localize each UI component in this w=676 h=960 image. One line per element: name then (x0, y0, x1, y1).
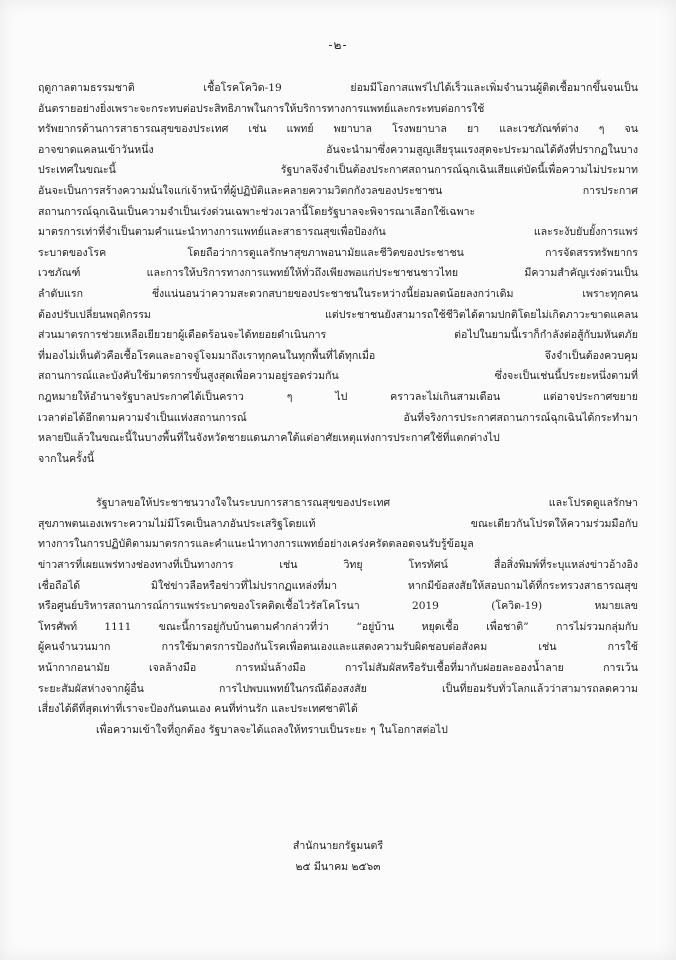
signature-date: ๒๕ มีนาคม ๒๕๖๓ (295, 861, 381, 873)
text-line: ฤดูกาลตามธรรมชาติ เชื้อโรคโควิด-19 ย่อมมีโอกาสแพร่ไปได้เร็วและเพิ่มจำนวนผู้ติดเชื้อมากขึ้นจนเป็น (38, 82, 638, 94)
text-line: อันจะเป็นการสร้างความมั่นใจแก่เจ้าหน้าที่ผู้ปฏิบัติและคลายความวิตกกังวลของประชาชน การประกาศ (38, 184, 638, 197)
text-line: รัฐบาลขอให้ประชาชนวางใจในระบบการสาธารณสุขของประเทศ และโปรดดูแลรักษา (96, 497, 638, 510)
text-line: เสี่ยงได้ดีที่สุดเท่าที่เราจะป้องกันตนเอง คนที่ท่านรัก และประเทศชาติได้ (38, 703, 358, 716)
text-line: เวลาต่อได้อีกตามความจำเป็นแห่งสถานการณ์ อันที่จริงการประกาศสถานการณ์ฉุกเฉินได้กระทำมา (38, 411, 638, 424)
document-body (38, 78, 638, 740)
text-line: มาตรการเท่าที่จำเป็นตามคำแนะนำทางการแพทย์และสาธารณสุขเพื่อป้องกัน และระงับยับยั้งการแพร่ (38, 226, 638, 239)
text-line: ทรัพยากรด้านการสาธารณสุขของประเทศ เช่น แพทย์ พยาบาล โรงพยาบาล ยา และเวชภัณฑ์ต่าง ๆ จน (38, 123, 638, 136)
text-line: ลำดับแรก ชึ่งแน่นอนว่าความสะดวกสบายของประชาชนในระหว่างนี้ย่อมลดน้อยลงกว่าเดิม เพราะทุกคน (38, 287, 638, 300)
paragraph-gap (38, 469, 638, 493)
text-line: โทรศัพท์ 1111 ขณะนี้การอยู่กับบ้านตามคำกล่าวที่ว่า “อยู่บ้าน หยุดเชื้อ เพื่อชาติ” การไม่รวมกลุ่มกับ (38, 620, 638, 633)
text-line: กฎหมายให้อำนาจรัฐบาลประกาศได้เป็นคราว ๆ ไป คราวละไม่เกินสามเดือน แต่อาจประกาศขยาย (38, 390, 638, 403)
text-line: สถานการณ์ฉุกเฉินเป็นความจำเป็นเร่งด่วนเฉพาะช่วงเวลานี้โดยรัฐบาลจะพิจารณาเลือกใช้เฉพาะ (38, 205, 476, 218)
text-line: ที่มองไม่เห็นตัวคือเชื้อโรคและอาจจู่โจมมาถึงเราทุกคนในทุกพื้นที่ได้ทุกเมื่อ จึงจำเป็นต้องควบคุม (38, 349, 638, 362)
text-line: หลายปีแล้วในขณะนี้ในบางพื้นที่ในจังหวัดชายแดนภาคใต้แต่อาศัยเหตุแห่งการประกาศใช้ที่แตกต่างไป (38, 432, 500, 445)
text-line: อันตรายอย่างยิ่งเพราะจะกระทบต่อประสิทธิภาพในการให้บริการทางการแพทย์และกระทบต่อการใช้ (38, 102, 485, 115)
text-line: หน้ากากอนามัย เจลล้างมือ การหมั่นล้างมือ การไม่สัมผัสหรือรับเชื้อที่มากับฝอยละอองน้ำลาย การเว้น (38, 662, 638, 675)
text-line: ทางการในการปฏิบัติตามมาตรการและคำแนะนำทางการแพทย์อย่างเคร่งครัดตลอดจนรับรู้ข้อมูล (38, 538, 474, 551)
text-line: สถานการณ์และบังคับใช้มาตรการขั้นสูงสุดเพื่อความอยู่รอดร่วมกัน ซึ่งจะเป็นเช่นนี้ประยะหนึ่งตามที่ (38, 370, 638, 383)
text-line: เชื่อถือได้ มิใช่ข่าวลือหรือข่าวที่ไม่ปรากฏแหล่งที่มา หากมีข้อสงสัยให้สอบถามได้ที่กระทรวงสาธารณสุข (38, 579, 638, 592)
text-line: สุขภาพตนเองเพราะความไม่มีโรคเป็นลาภอันประเสริฐโดยแท้ ขณะเดียวกันโปรดให้ความร่วมมือกับ (38, 517, 638, 530)
text-line: ต้องปรับเปลี่ยนพฤติกรรม แต่ประชาชนยังสามารถใช้ชีวิตได้ตามปกติโดยไม่เกิดภาวะขาดแคลน (38, 308, 638, 321)
text-line: อาจขาดแคลนเข้าวันหนึ่ง อันจะนำมาซึ่งความสูญเสียรุนแรงสุดจะประมาณได้ดังที่ปรากฏในบาง (38, 143, 638, 156)
signature-organization: สำนักนายกรัฐมนตรี (292, 840, 384, 852)
text-line: เพื่อความเข้าใจที่ถูกต้อง รัฐบาลจะได้แถลงให้ทราบเป็นระยะ ๆ ในโอกาสต่อไป (96, 723, 448, 736)
paragraph-1 (38, 78, 638, 469)
text-line: ข่าวสารที่เผยแพร่ทางช่องทางที่เป็นทางการ เช่น วิทยุ โทรทัศน์ สื่อสิ่งพิมพ์ที่ระบุแหล่งข่าวอ้างอิง (38, 559, 638, 572)
text-line: จากในครั้งนี้ (38, 452, 95, 465)
text-line: ระยะสัมผัสห่างจากผู้อื่น การไปพบแพทย์ในกรณีต้องสงสัย เป็นที่ยอมรับทั่วโลกแล้วว่าสามารถลดความ (38, 682, 638, 695)
paragraph-3 (38, 720, 638, 741)
text-line: ประเทศในขณะนี้ รัฐบาลจึงจำเป็นต้องประกาศสถานการณ์ฉุกเฉินเสียแต่บัดนี้เพื่อความไม่ประมาท (38, 164, 638, 177)
text-line: หรือศูนย์บริหารสถานการณ์การแพร่ระบาดของโรคติดเชื้อไวรัสโคโรนา 2019 (โควิด-19) หมายเลข (38, 600, 638, 613)
paragraph-2 (38, 493, 638, 720)
text-line: ส่วนมาตรการช่วยเหลือเยียวยาผู้เดือดร้อนจะได้ทยอยดำเนินการ ต่อไปในยามนี้เราก็กำลังต่อสู้กับมหันตภัย (38, 329, 638, 342)
text-line: ผู้คนจำนวนมาก การใช้มาตรการป้องกันโรคเพื่อตนเองและแสดงความรับผิดชอบต่อสังคม เช่น การใช้ (38, 641, 638, 654)
text-line: เวชภัณฑ์ และการให้บริการทางการแพทย์ให้ทั่วถึงเพียงพอแก่ประชาชนชาวไทย มีความสำคัญเร่งด่วนเป็น (38, 267, 638, 280)
page-number: -๒- (328, 38, 348, 52)
text-line: ระบาดของโรค โดยถือว่าการดูแลรักษาสุขภาพอนามัยและชีวิตของประชาชน การจัดสรรทรัพยากร (38, 246, 638, 259)
